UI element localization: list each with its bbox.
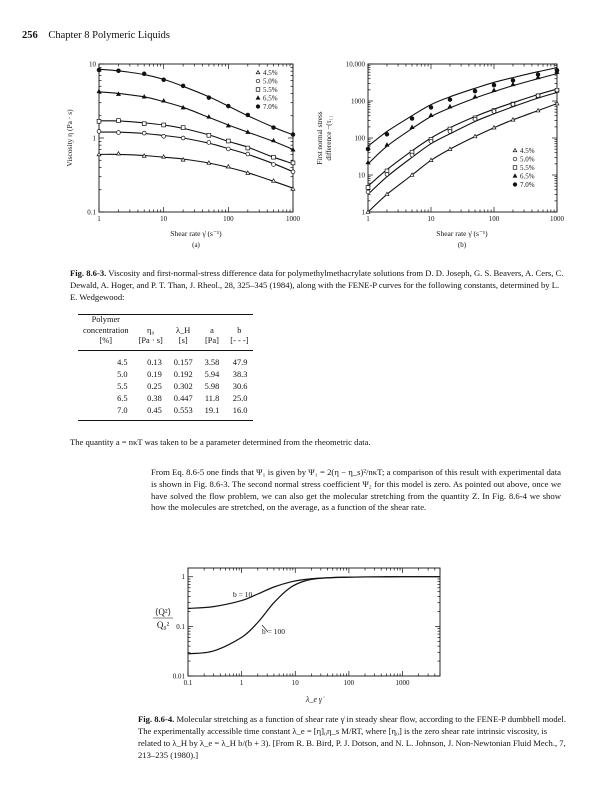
data-point (536, 109, 540, 112)
x-tick-label: 1 (366, 215, 370, 223)
data-point (385, 143, 389, 146)
data-point (226, 147, 230, 151)
y-axis-label: difference −(τ₁₁ (325, 115, 333, 161)
table-header (78, 315, 134, 351)
table-cell: 0.13 (147, 357, 162, 367)
data-point (366, 147, 370, 151)
table-cell: 0.45 (134, 405, 168, 421)
data-point (448, 105, 452, 108)
data-point (246, 146, 250, 150)
table-cell: 6.5 (117, 393, 128, 403)
table-header-line: [Pa] (204, 336, 219, 345)
figure-863-label: Fig. 8.6-3. (70, 268, 107, 278)
table-header-line: b (237, 325, 242, 335)
y-axis-label-denominator: Q₀² (156, 620, 170, 630)
data-point (256, 79, 260, 83)
y-tick-label: 1 (92, 134, 96, 143)
table-header-line: [%] (99, 336, 113, 345)
data-point (142, 154, 146, 157)
page-number: 256 (22, 30, 38, 41)
table-cell: 19.1 (199, 405, 226, 421)
data-point (246, 152, 250, 156)
table-header-line: η₀ (147, 325, 155, 335)
panel-label: (b) (457, 241, 467, 249)
x-tick-label: 0.1 (183, 679, 193, 687)
curve-label-b10: b = 10 (233, 590, 253, 599)
table-row (78, 350, 253, 369)
data-point (117, 69, 121, 73)
data-point (473, 117, 477, 121)
figure-863-text: Viscosity and first-normal-stress difference data for polymethylmethacrylate solutions from D. D. Joseph, G. S. Beavers, A. Cers, C. Dewald, A. Hoger, and P. T. Than, J. Rheol., 28, 325–345 (1984), along with the FENE-P curves for the following constants, determined by L. E. Wedgewood: (70, 268, 564, 302)
x-tick-label: 100 (488, 215, 500, 223)
table-cell: 25.0 (232, 393, 248, 403)
data-point (473, 89, 477, 93)
data-point (513, 174, 517, 177)
y-tick-label: 1 (361, 208, 365, 217)
data-point (513, 149, 517, 152)
data-point (142, 72, 146, 76)
data-point (385, 132, 389, 136)
legend-label: 7.0% (263, 103, 278, 111)
data-point (181, 84, 185, 88)
body-paragraph: From Eq. 8.6-5 one finds that Ψ₁ is given by Ψ₁ = 2(η − η_s)²/nκT; a comparison of this result with experimental data is shown in Fig. 8.6-3. The second normal stress coefficient Ψ₂ for this model is zero. As pointed out above, once we have solved the flow problem, we can also get the molecular stretching from the quantity Z. In Fig. 8.6-4 we show how the molecules are stretched, on the average, as a function of the shear rate. (151, 467, 561, 513)
x-tick-label: 1000 (550, 215, 564, 223)
data-point (291, 148, 295, 151)
table-cell: 5.98 (204, 381, 220, 391)
table-cell: 0.19 (147, 369, 162, 379)
data-point (162, 134, 166, 138)
x-tick-label: 100 (343, 679, 355, 687)
legend-label: 5.5% (263, 86, 278, 94)
table-cell: 0.157 (173, 357, 193, 367)
y-axis-label: Viscosity η (Pa · s) (65, 109, 74, 167)
table-cell: 0.38 (147, 393, 162, 403)
legend-label: 6.5% (520, 172, 535, 181)
table-row (78, 381, 253, 393)
table-row (78, 393, 253, 405)
table-cell: 0.447 (173, 393, 193, 403)
table-cell: 0.553 (168, 405, 199, 421)
legend-label: 4.5% (520, 147, 535, 155)
data-point (291, 170, 295, 174)
data-point (272, 179, 276, 182)
data-point (117, 131, 121, 135)
x-tick-label: 10 (291, 679, 299, 687)
data-point (97, 89, 101, 92)
y-tick-label: 0.1 (176, 622, 185, 631)
table-cell: 5.0 (117, 369, 128, 379)
data-point (207, 115, 211, 118)
x-axis-label: Shear rate γ̇ (s⁻¹) (436, 229, 488, 238)
legend-label: 5.0% (520, 155, 535, 164)
data-point (256, 71, 260, 74)
data-point (256, 88, 260, 92)
table-cell: 16.0 (225, 405, 253, 421)
y-axis-label-numerator: ⟨Q²⟩ (154, 607, 172, 617)
data-point (256, 96, 260, 99)
y-axis-label: First normal stress (316, 111, 324, 165)
data-point (162, 99, 166, 102)
table-cell: 0.302 (173, 381, 193, 391)
table-cell: 11.8 (204, 393, 220, 403)
data-point (513, 157, 517, 161)
legend-label: 6.5% (263, 94, 278, 103)
data-point (492, 126, 496, 129)
data-point (492, 110, 496, 114)
table-note: The quantity a = nκT was taken to be a parameter determined from the rheometric data. (70, 437, 371, 447)
data-point (448, 147, 452, 150)
data-point (117, 152, 121, 155)
data-point (181, 158, 185, 161)
figure-864-text: Molecular stretching as a function of shear rate γ̇ in steady shear flow, according to the FENE-P dumbbell model. The experimentally accessible time constant λ_e = [η]₀η_s M/RT, where [η₀] is the zero shear rate intrinsic viscosity, is related to λ_H by λ_e = λ_H b/(b + 3). [From R. B. Bird, P. J. Dotson, and N. L. Johnson, J. Non-Newtonian Fluid Mech., 7, 213–235 (1980).] (138, 714, 566, 760)
series-line (99, 121, 293, 164)
data-point (291, 133, 295, 137)
data-point (511, 118, 515, 121)
figure-863-caption (70, 267, 565, 303)
table-header-line: [- - -] (230, 336, 249, 345)
data-point (256, 105, 260, 109)
table-row (78, 405, 253, 421)
plot-frame (188, 568, 440, 676)
y-tick-label: 1 (181, 573, 185, 582)
y-tick-label: 0.01 (172, 672, 185, 681)
data-point (272, 155, 276, 159)
data-point (448, 98, 452, 102)
data-point (429, 158, 433, 161)
data-point (536, 94, 540, 98)
data-point (366, 186, 370, 190)
table-header (225, 315, 253, 351)
data-point (555, 102, 559, 105)
data-point (142, 131, 146, 135)
x-axis-label: λ_e γ̇ (305, 695, 323, 704)
data-point (162, 78, 166, 82)
data-point (291, 161, 295, 165)
data-point (226, 104, 230, 108)
parameter-table (78, 314, 253, 421)
x-tick-label: 100 (223, 215, 234, 223)
x-tick-label: 10 (160, 215, 168, 223)
data-point (513, 183, 517, 187)
x-tick-label: 10 (427, 215, 435, 223)
data-point (97, 119, 101, 123)
data-point (511, 102, 515, 106)
y-tick-label: 10 (358, 171, 365, 180)
table-cell: 30.6 (232, 381, 248, 391)
table-cell: 5.94 (204, 369, 220, 379)
data-point (272, 163, 276, 167)
data-point (272, 126, 276, 130)
x-tick-label: 1 (97, 215, 101, 223)
x-tick-label: 1000 (395, 679, 410, 687)
data-point (272, 139, 276, 142)
x-tick-label: 1 (239, 679, 244, 687)
figure-864-caption (138, 713, 566, 761)
data-point (366, 190, 370, 194)
data-point (473, 134, 477, 137)
data-point (162, 155, 166, 158)
data-point (207, 161, 211, 164)
data-point (97, 68, 101, 72)
series-line (99, 154, 293, 188)
table-cell: 38.3 (232, 369, 248, 379)
y-tick-label: 1000 (351, 97, 365, 106)
data-point (366, 161, 370, 164)
table-cell: 4.5 (117, 357, 128, 367)
data-point (226, 139, 230, 143)
data-point (410, 153, 414, 157)
data-point (246, 130, 250, 133)
table-header (134, 315, 168, 351)
data-point (207, 96, 211, 100)
data-point (473, 95, 477, 98)
table-cell: 0.25 (147, 381, 162, 391)
x-axis-label: Shear rate γ̇ (s⁻¹) (170, 229, 222, 238)
table-header (199, 315, 226, 351)
data-point (246, 171, 250, 174)
table-cell: 0.192 (173, 369, 193, 379)
data-point (117, 119, 121, 123)
table-header-line: concentration (83, 325, 129, 335)
data-point (448, 129, 452, 133)
table-cell: 47.9 (232, 357, 248, 367)
y-tick-label: 0.1 (87, 208, 96, 217)
y-tick-label: 10 (89, 60, 96, 69)
data-point (429, 139, 433, 143)
y-tick-label: 10,000 (345, 60, 365, 69)
data-point (97, 129, 101, 133)
data-point (142, 95, 146, 98)
data-point (555, 88, 559, 92)
data-point (142, 122, 146, 126)
data-point (181, 126, 185, 130)
data-point (385, 172, 389, 176)
table-header (168, 315, 199, 351)
figure-864-label: Fig. 8.6-4. (138, 714, 175, 724)
table-header-line: [Pa · s] (138, 336, 163, 345)
data-point (162, 123, 166, 127)
legend-label: 7.0% (520, 181, 535, 189)
series-line (188, 577, 440, 654)
data-point (181, 106, 185, 109)
table-cell: 5.5 (117, 381, 128, 391)
data-point (246, 113, 250, 117)
data-point (429, 113, 433, 116)
data-point (226, 165, 230, 168)
data-point (410, 125, 414, 128)
data-point (492, 83, 496, 87)
data-point (207, 133, 211, 137)
y-tick-label: 100 (354, 134, 365, 143)
data-point (117, 92, 121, 95)
data-point (207, 141, 211, 145)
series-line (188, 577, 440, 609)
data-point (492, 88, 496, 91)
data-point (181, 136, 185, 140)
legend-label: 4.5% (263, 69, 278, 77)
table-row (78, 369, 253, 381)
table-header-line: a (210, 325, 214, 335)
curve-label-b100: b = 100 (262, 627, 285, 636)
x-tick-label: 1000 (286, 215, 300, 223)
table-header-line: λ_H (176, 325, 191, 335)
data-point (429, 105, 433, 109)
data-point (97, 152, 101, 155)
table-cell: 3.58 (204, 357, 220, 367)
series-line (368, 68, 557, 147)
data-point (410, 117, 414, 121)
legend-label: 5.0% (263, 77, 278, 86)
table-cell: 7.0 (78, 405, 134, 421)
data-point (511, 82, 515, 85)
plot-frame (368, 64, 557, 212)
table-header-line: Polymer (91, 315, 120, 324)
chapter-title: Chapter 8 Polymeric Liquids (48, 30, 170, 41)
legend-label: 5.5% (520, 164, 535, 172)
table-header-line: [s] (178, 336, 188, 345)
panel-label: (a) (192, 241, 200, 249)
data-point (513, 166, 517, 170)
